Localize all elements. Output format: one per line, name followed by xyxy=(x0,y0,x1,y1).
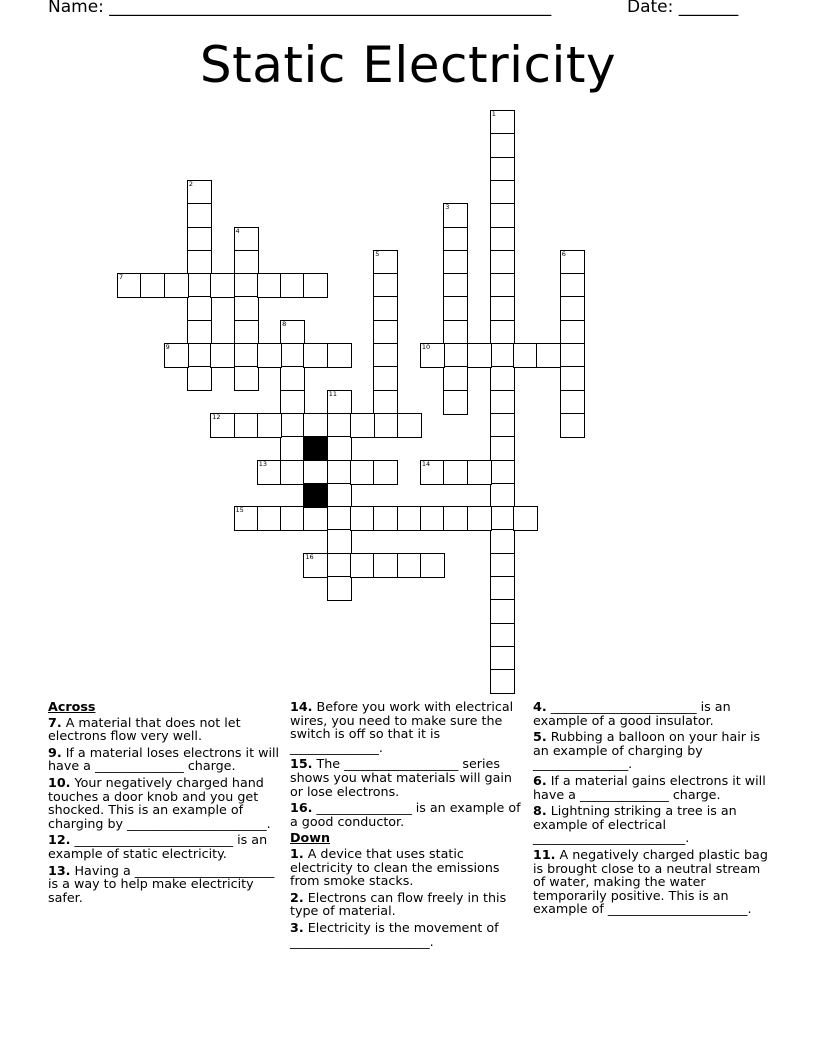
grid-cell[interactable] xyxy=(280,343,305,368)
grid-cell[interactable] xyxy=(327,506,352,531)
grid-cell[interactable] xyxy=(490,529,515,554)
grid-cell[interactable] xyxy=(467,506,492,531)
grid-cell[interactable] xyxy=(560,366,585,391)
clue-number: 14. xyxy=(290,699,313,714)
grid-cell[interactable] xyxy=(443,250,468,275)
grid-cell[interactable] xyxy=(280,460,305,485)
clue-number: 11. xyxy=(533,846,556,862)
clue-text: A material that does not let electrons flow very well. xyxy=(48,714,241,744)
grid-cell[interactable] xyxy=(280,320,305,345)
grid-cell[interactable] xyxy=(490,646,515,671)
grid-cell[interactable] xyxy=(350,413,375,438)
clue-number: 12 xyxy=(212,412,221,421)
grid-cell[interactable] xyxy=(490,180,515,205)
clue-number: 3 xyxy=(445,203,450,212)
grid-cell[interactable] xyxy=(560,320,585,345)
grid-cell[interactable] xyxy=(280,506,305,531)
clue-number: 1 xyxy=(491,110,496,118)
clue xyxy=(290,921,526,948)
clue-number: 7. xyxy=(48,714,62,730)
clue-number: 1. xyxy=(290,845,304,861)
grid-cell[interactable] xyxy=(234,413,259,438)
grid-cell[interactable] xyxy=(490,460,515,485)
grid-cell[interactable] xyxy=(373,273,398,298)
grid-cell[interactable] xyxy=(443,460,468,485)
clue-number: 12. xyxy=(48,832,71,848)
grid-cell[interactable] xyxy=(490,483,515,508)
clue-text: Before you work with electrical wires, you need to make sure the switch is off so that it is ______________. xyxy=(290,699,514,755)
clue xyxy=(48,776,284,830)
grid-cell[interactable] xyxy=(187,180,212,205)
grid-cell[interactable] xyxy=(234,506,259,531)
grid-cell[interactable] xyxy=(560,296,585,321)
grid-cell[interactable] xyxy=(234,227,259,252)
grid-cell[interactable] xyxy=(303,273,328,298)
clues-column-3 xyxy=(533,700,769,919)
clue-number: 10. xyxy=(48,774,71,790)
grid-cell[interactable] xyxy=(280,273,305,298)
clue xyxy=(290,891,526,918)
grid-cell[interactable] xyxy=(490,343,515,368)
grid-cell[interactable] xyxy=(234,273,259,298)
grid-cell[interactable] xyxy=(327,576,352,601)
grid-cell[interactable] xyxy=(187,343,212,368)
grid-cell[interactable] xyxy=(303,506,328,531)
grid-cell[interactable] xyxy=(303,460,328,485)
grid-cell[interactable] xyxy=(187,320,212,345)
grid-cell[interactable] xyxy=(280,436,305,461)
grid-cell[interactable] xyxy=(234,343,259,368)
grid-cell[interactable] xyxy=(490,227,515,252)
grid-cell[interactable] xyxy=(443,273,468,298)
grid-cell[interactable] xyxy=(373,296,398,321)
grid-cell[interactable] xyxy=(490,599,515,624)
grid-cell[interactable] xyxy=(397,553,422,578)
clues-column-2 xyxy=(290,700,526,951)
clue-number: 15 xyxy=(235,506,244,515)
clue-number: 5. xyxy=(533,729,547,745)
clue-number: 9 xyxy=(165,343,170,351)
grid-cell[interactable] xyxy=(443,227,468,252)
clue-number: 6 xyxy=(561,249,566,258)
grid-cell[interactable] xyxy=(490,623,515,648)
grid-cell[interactable] xyxy=(327,460,352,485)
grid-cell[interactable] xyxy=(373,343,398,368)
clue xyxy=(48,746,284,773)
grid-cell[interactable] xyxy=(490,203,515,228)
grid-cell[interactable] xyxy=(490,506,515,531)
clue-number: 9. xyxy=(48,744,62,760)
grid-cell[interactable] xyxy=(560,250,585,275)
clue-text: The __________________ series shows you what materials will gain or lose electrons. xyxy=(290,756,512,799)
clue xyxy=(290,757,526,798)
grid-cell[interactable] xyxy=(443,203,468,228)
grid-cell[interactable] xyxy=(257,506,282,531)
grid-cell[interactable] xyxy=(420,506,445,531)
grid-cell[interactable] xyxy=(513,506,538,531)
grid-cell[interactable] xyxy=(560,273,585,298)
grid-cell[interactable] xyxy=(443,506,468,531)
grid-cell[interactable] xyxy=(257,460,282,485)
grid-cell[interactable] xyxy=(420,553,445,578)
clue-number: 8. xyxy=(533,803,547,819)
grid-cell[interactable] xyxy=(280,413,305,438)
grid-cell[interactable] xyxy=(490,413,515,438)
grid-cell[interactable] xyxy=(187,250,212,275)
clue-number: 7 xyxy=(119,273,124,282)
grid-cell[interactable] xyxy=(443,296,468,321)
clue-text: _______________ is an example of a good conductor. xyxy=(290,800,521,829)
grid-cell[interactable] xyxy=(490,669,515,694)
grid-cell[interactable] xyxy=(303,343,328,368)
black-cell xyxy=(303,483,328,508)
date-field[interactable]: Date: _______ xyxy=(627,0,739,17)
grid-cell[interactable] xyxy=(373,506,398,531)
grid-cell[interactable] xyxy=(490,250,515,275)
grid-cell[interactable] xyxy=(490,133,515,158)
grid-cell[interactable] xyxy=(373,390,398,415)
black-cell xyxy=(303,436,328,461)
grid-cell[interactable] xyxy=(327,343,352,368)
grid-cell[interactable] xyxy=(210,413,235,438)
clue xyxy=(48,716,284,743)
clue-text: If a material loses electrons it will have a ______________ charge. xyxy=(48,744,280,774)
grid-cell[interactable] xyxy=(257,413,282,438)
grid-cell[interactable] xyxy=(490,436,515,461)
grid-cell[interactable] xyxy=(513,343,538,368)
grid-cell[interactable] xyxy=(467,343,492,368)
grid-cell[interactable] xyxy=(234,250,259,275)
grid-cell[interactable] xyxy=(187,366,212,391)
clue-text: _________________________ is an example of static electricity. xyxy=(48,832,268,861)
clue xyxy=(533,848,769,916)
clue-number: 5 xyxy=(375,249,380,258)
clue xyxy=(290,700,526,754)
clue-text: _______________________ is an example of a good insulator. xyxy=(533,699,731,728)
grid-cell[interactable] xyxy=(187,273,212,298)
clue-text: Lightning striking a tree is an example of electrical ________________________. xyxy=(533,803,737,846)
clue-text: Electrons can flow freely in this type of material. xyxy=(290,889,507,919)
grid-cell[interactable] xyxy=(373,366,398,391)
grid-cell[interactable] xyxy=(443,343,468,368)
clue-number: 16. xyxy=(290,800,313,816)
grid-cell[interactable] xyxy=(490,273,515,298)
clue-number: 13. xyxy=(48,862,71,878)
clue xyxy=(48,864,284,905)
clues-column-1 xyxy=(48,700,284,907)
grid-cell[interactable] xyxy=(257,343,282,368)
grid-cell[interactable] xyxy=(140,273,165,298)
clue-number: 8 xyxy=(282,319,287,328)
clue-number: 3. xyxy=(290,919,304,935)
grid-cell[interactable] xyxy=(187,203,212,228)
grid-cell[interactable] xyxy=(443,366,468,391)
grid-cell[interactable] xyxy=(234,296,259,321)
clue-number: 4. xyxy=(533,699,547,714)
grid-cell[interactable] xyxy=(490,553,515,578)
grid-cell[interactable] xyxy=(536,343,561,368)
clue-number: 13 xyxy=(258,459,268,468)
grid-cell[interactable] xyxy=(327,529,352,554)
clue xyxy=(533,774,769,801)
grid-cell[interactable] xyxy=(187,296,212,321)
clue-number: 10 xyxy=(421,343,431,351)
grid-cell[interactable] xyxy=(373,460,398,485)
grid-cell[interactable] xyxy=(187,227,212,252)
down-heading: Down xyxy=(290,830,331,846)
clue-number: 14 xyxy=(421,459,431,468)
grid-cell[interactable] xyxy=(210,273,235,298)
clue-number: 11 xyxy=(328,389,337,398)
grid-cell[interactable] xyxy=(327,413,352,438)
clue xyxy=(533,804,769,845)
name-field[interactable]: Name: ____________________________________________________ xyxy=(48,0,552,17)
grid-cell[interactable] xyxy=(350,460,375,485)
page-title: Static Electricity xyxy=(199,36,617,94)
grid-cell[interactable] xyxy=(397,413,422,438)
clue-number: 6. xyxy=(533,772,547,788)
clue-text: Rubbing a balloon on your hair is an example of charging by _______________. xyxy=(533,729,761,772)
grid-cell[interactable] xyxy=(303,413,328,438)
grid-cell[interactable] xyxy=(210,343,235,368)
grid-cell[interactable] xyxy=(350,506,375,531)
clue xyxy=(290,801,526,828)
clue-text: A device that uses static electricity to clean the emissions from smoke stacks. xyxy=(290,845,500,889)
clue-text: Having a ______________________ is a way to help make electricity safer. xyxy=(48,862,275,905)
clue xyxy=(290,847,526,888)
grid-cell[interactable] xyxy=(164,273,189,298)
clue-number: 16 xyxy=(305,552,314,561)
grid-cell[interactable] xyxy=(327,390,352,415)
grid-cell[interactable] xyxy=(373,320,398,345)
grid-cell[interactable] xyxy=(327,483,352,508)
grid-cell[interactable] xyxy=(303,553,328,578)
grid-cell[interactable] xyxy=(560,343,585,368)
clue-text: If a material gains electrons it will have a ______________ charge. xyxy=(533,772,766,802)
grid-cell[interactable] xyxy=(117,273,142,298)
across-heading: Across xyxy=(48,699,96,714)
grid-cell[interactable] xyxy=(443,320,468,345)
grid-cell[interactable] xyxy=(280,366,305,391)
grid-cell[interactable] xyxy=(280,390,305,415)
grid-cell[interactable] xyxy=(560,390,585,415)
clue-text: Electricity is the movement of ______________________. xyxy=(290,919,499,949)
grid-cell[interactable] xyxy=(327,436,352,461)
grid-cell[interactable] xyxy=(420,343,445,368)
grid-cell[interactable] xyxy=(373,250,398,275)
grid-cell[interactable] xyxy=(164,343,189,368)
grid-cell[interactable] xyxy=(373,413,398,438)
clue-number: 15. xyxy=(290,756,313,772)
clue-text: A negatively charged plastic bag is brought close to a neutral stream of water, making the water temporarily positive. This is an example of ______________________. xyxy=(533,846,768,917)
grid-cell[interactable] xyxy=(327,553,352,578)
grid-cell[interactable] xyxy=(490,366,515,391)
clue-number: 2 xyxy=(188,179,194,188)
grid-cell[interactable] xyxy=(490,157,515,182)
grid-cell[interactable] xyxy=(490,320,515,345)
clue xyxy=(533,730,769,771)
grid-cell[interactable] xyxy=(234,366,259,391)
grid-cell[interactable] xyxy=(560,413,585,438)
clue xyxy=(533,700,769,727)
clue xyxy=(48,833,284,860)
grid-cell[interactable] xyxy=(397,506,422,531)
grid-cell[interactable] xyxy=(490,296,515,321)
clue-text: Your negatively charged hand touches a door knob and you get shocked. This is an example of charging by ______________________. xyxy=(48,774,271,831)
grid-cell[interactable] xyxy=(234,320,259,345)
grid-cell[interactable] xyxy=(420,460,445,485)
grid-cell[interactable] xyxy=(490,110,515,135)
grid-cell[interactable] xyxy=(490,576,515,601)
grid-cell[interactable] xyxy=(490,390,515,415)
grid-cell[interactable] xyxy=(350,553,375,578)
clue-number: 2. xyxy=(290,889,304,905)
grid-cell[interactable] xyxy=(257,273,282,298)
grid-cell[interactable] xyxy=(373,553,398,578)
clue-number: 4 xyxy=(235,226,240,235)
grid-cell[interactable] xyxy=(443,390,468,415)
grid-cell[interactable] xyxy=(467,460,492,485)
